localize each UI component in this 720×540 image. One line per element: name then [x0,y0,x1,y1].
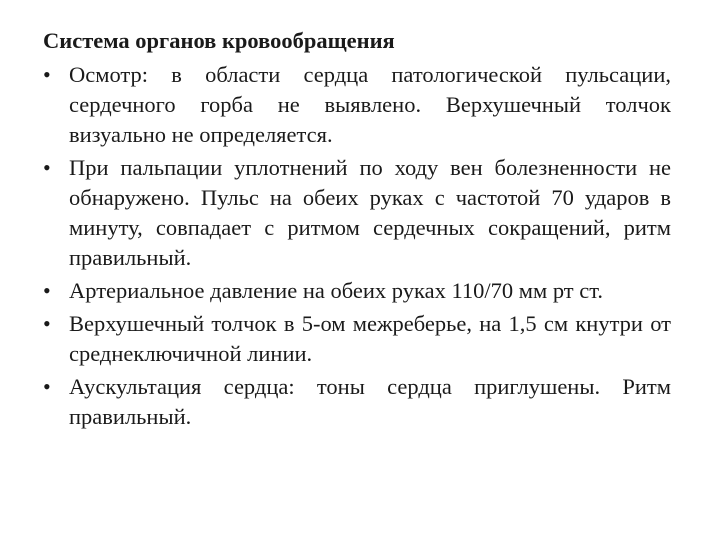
bullet-icon: • [43,62,51,87]
bullet-text: Верхушечный толчок в 5-ом межреберье, на 1,5 см кнутри от среднеключичной линии. [69,311,671,366]
bullet-list [43,60,671,432]
bullet-text: Аускультация сердца: тоны сердца приглушены. Ритм правильный. [69,374,671,429]
bullet-icon: • [43,155,51,180]
bullet-item-apex-beat [43,309,671,369]
bullet-text: Осмотр: в области сердца патологической пульсации, сердечного горба не выявлено. Верхушечный толчок визуально не определяется. [69,62,671,147]
bullet-item-auscultation [43,372,671,432]
bullet-item-palpation [43,153,671,273]
bullet-icon: • [43,311,51,336]
bullet-icon: • [43,278,51,303]
slide-title: Система органов кровообращения [43,28,395,53]
bullet-icon: • [43,374,51,399]
bullet-item-blood-pressure [43,276,671,306]
bullet-text: Артериальное давление на обеих руках 110/70 мм рт ст. [69,278,604,303]
bullet-item-inspection [43,60,671,150]
slide-content [43,26,671,435]
bullet-text: При пальпации уплотнений по ходу вен болезненности не обнаружено. Пульс на обеих руках с частотой 70 ударов в минуту, совпадает с ритмом сердечных сокращений, ритм правильный. [69,155,671,270]
